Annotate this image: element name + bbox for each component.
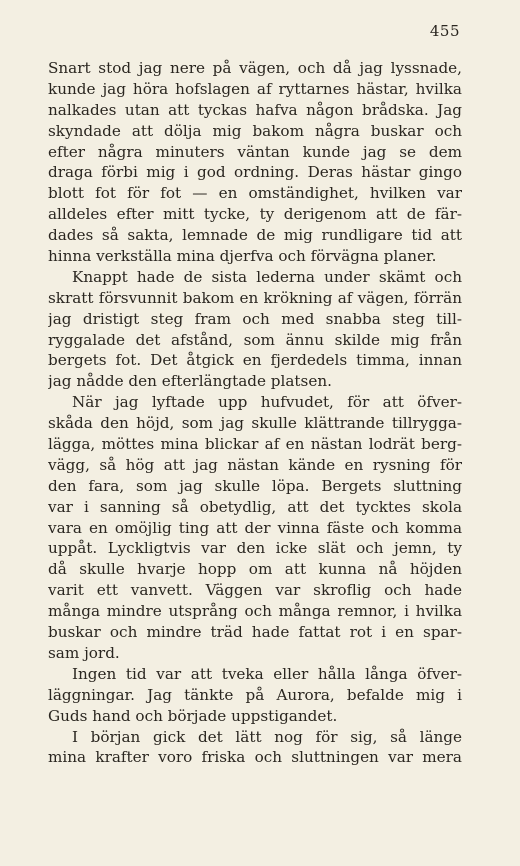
text-line: vägg, så hög att jag nästan kände en rysning för — [48, 455, 462, 474]
text-line: draga förbi mig i god ordning. Deras hästar gingo — [48, 163, 462, 182]
text-line: varit ett vanvett. Väggen var skroflig och hade — [48, 581, 462, 600]
text-line: I början gick det lätt nog för sig, så länge — [72, 727, 462, 746]
text-line: alldeles efter mitt tycke, ty derigenom att de fär- — [48, 205, 462, 224]
page-number: 455 — [429, 22, 460, 40]
text-line: När jag lyftade upp hufvudet, för att öfver- — [72, 393, 462, 412]
text-line: dades så sakta, lemnade de mig rundligare tid att — [48, 226, 462, 245]
text-line: sam jord. — [48, 643, 120, 662]
body-text — [48, 58, 462, 768]
text-line: många mindre utsprång och många remnor, i hvilka — [48, 602, 462, 621]
text-line: ryggalade det afstånd, som ännu skilde mig från — [48, 330, 462, 349]
text-line: bergets fot. Det åtgick en fjerdedels timma, innan — [48, 351, 462, 370]
text-line: den fara, som jag skulle löpa. Bergets sluttning — [48, 476, 462, 495]
text-line: då skulle hvarje hopp om att kunna nå höjden — [48, 560, 462, 579]
text-line: jag dristigt steg fram och med snabba steg till- — [48, 309, 462, 328]
text-line: blott fot för fot — en omständighet, hvilken var — [48, 184, 462, 203]
text-line: skåda den höjd, som jag skulle klättrande tillrygga- — [48, 414, 462, 433]
text-line: buskar och mindre träd hade fattat rot i en spar- — [48, 623, 462, 642]
text-line: mina krafter voro friska och sluttningen var mera — [48, 748, 462, 767]
text-line: läggningar. Jag tänkte på Aurora, befalde mig i — [48, 685, 462, 704]
text-line: jag nådde den efterlängtade platsen. — [48, 372, 332, 391]
text-line: nalkades utan att tyckas hafva någon brådska. Jag — [48, 100, 462, 119]
text-line: Snart stod jag nere på vägen, och då jag lyssnade, — [48, 59, 462, 77]
text-line: efter några minuters väntan kunde jag se dem — [48, 142, 462, 161]
text-line: skratt försvunnit bakom en krökning af vägen, förrän — [48, 288, 462, 307]
text-line: Ingen tid var att tveka eller hålla långa öfver- — [72, 664, 462, 683]
text-line: Knappt hade de sista lederna under skämt och — [72, 267, 462, 286]
text-line: lägga, möttes mina blickar af en nästan lodrät berg- — [48, 435, 462, 454]
text-line: uppåt. Lyckligtvis var den icke slät och jemn, ty — [48, 539, 462, 558]
text-line: Guds hand och började uppstigandet. — [48, 706, 338, 725]
text-line: var i sanning så obetydlig, att det tycktes skola — [48, 497, 462, 516]
text-line: kunde jag höra hofslagen af ryttarnes hästar, hvilka — [48, 79, 462, 98]
text-line: hinna verkställa mina djerfva och förvägna planer. — [48, 247, 437, 266]
text-line: vara en omöjlig ting att der vinna fäste och komma — [48, 518, 462, 537]
text-line: skyndade att dölja mig bakom några buskar och — [48, 121, 462, 140]
